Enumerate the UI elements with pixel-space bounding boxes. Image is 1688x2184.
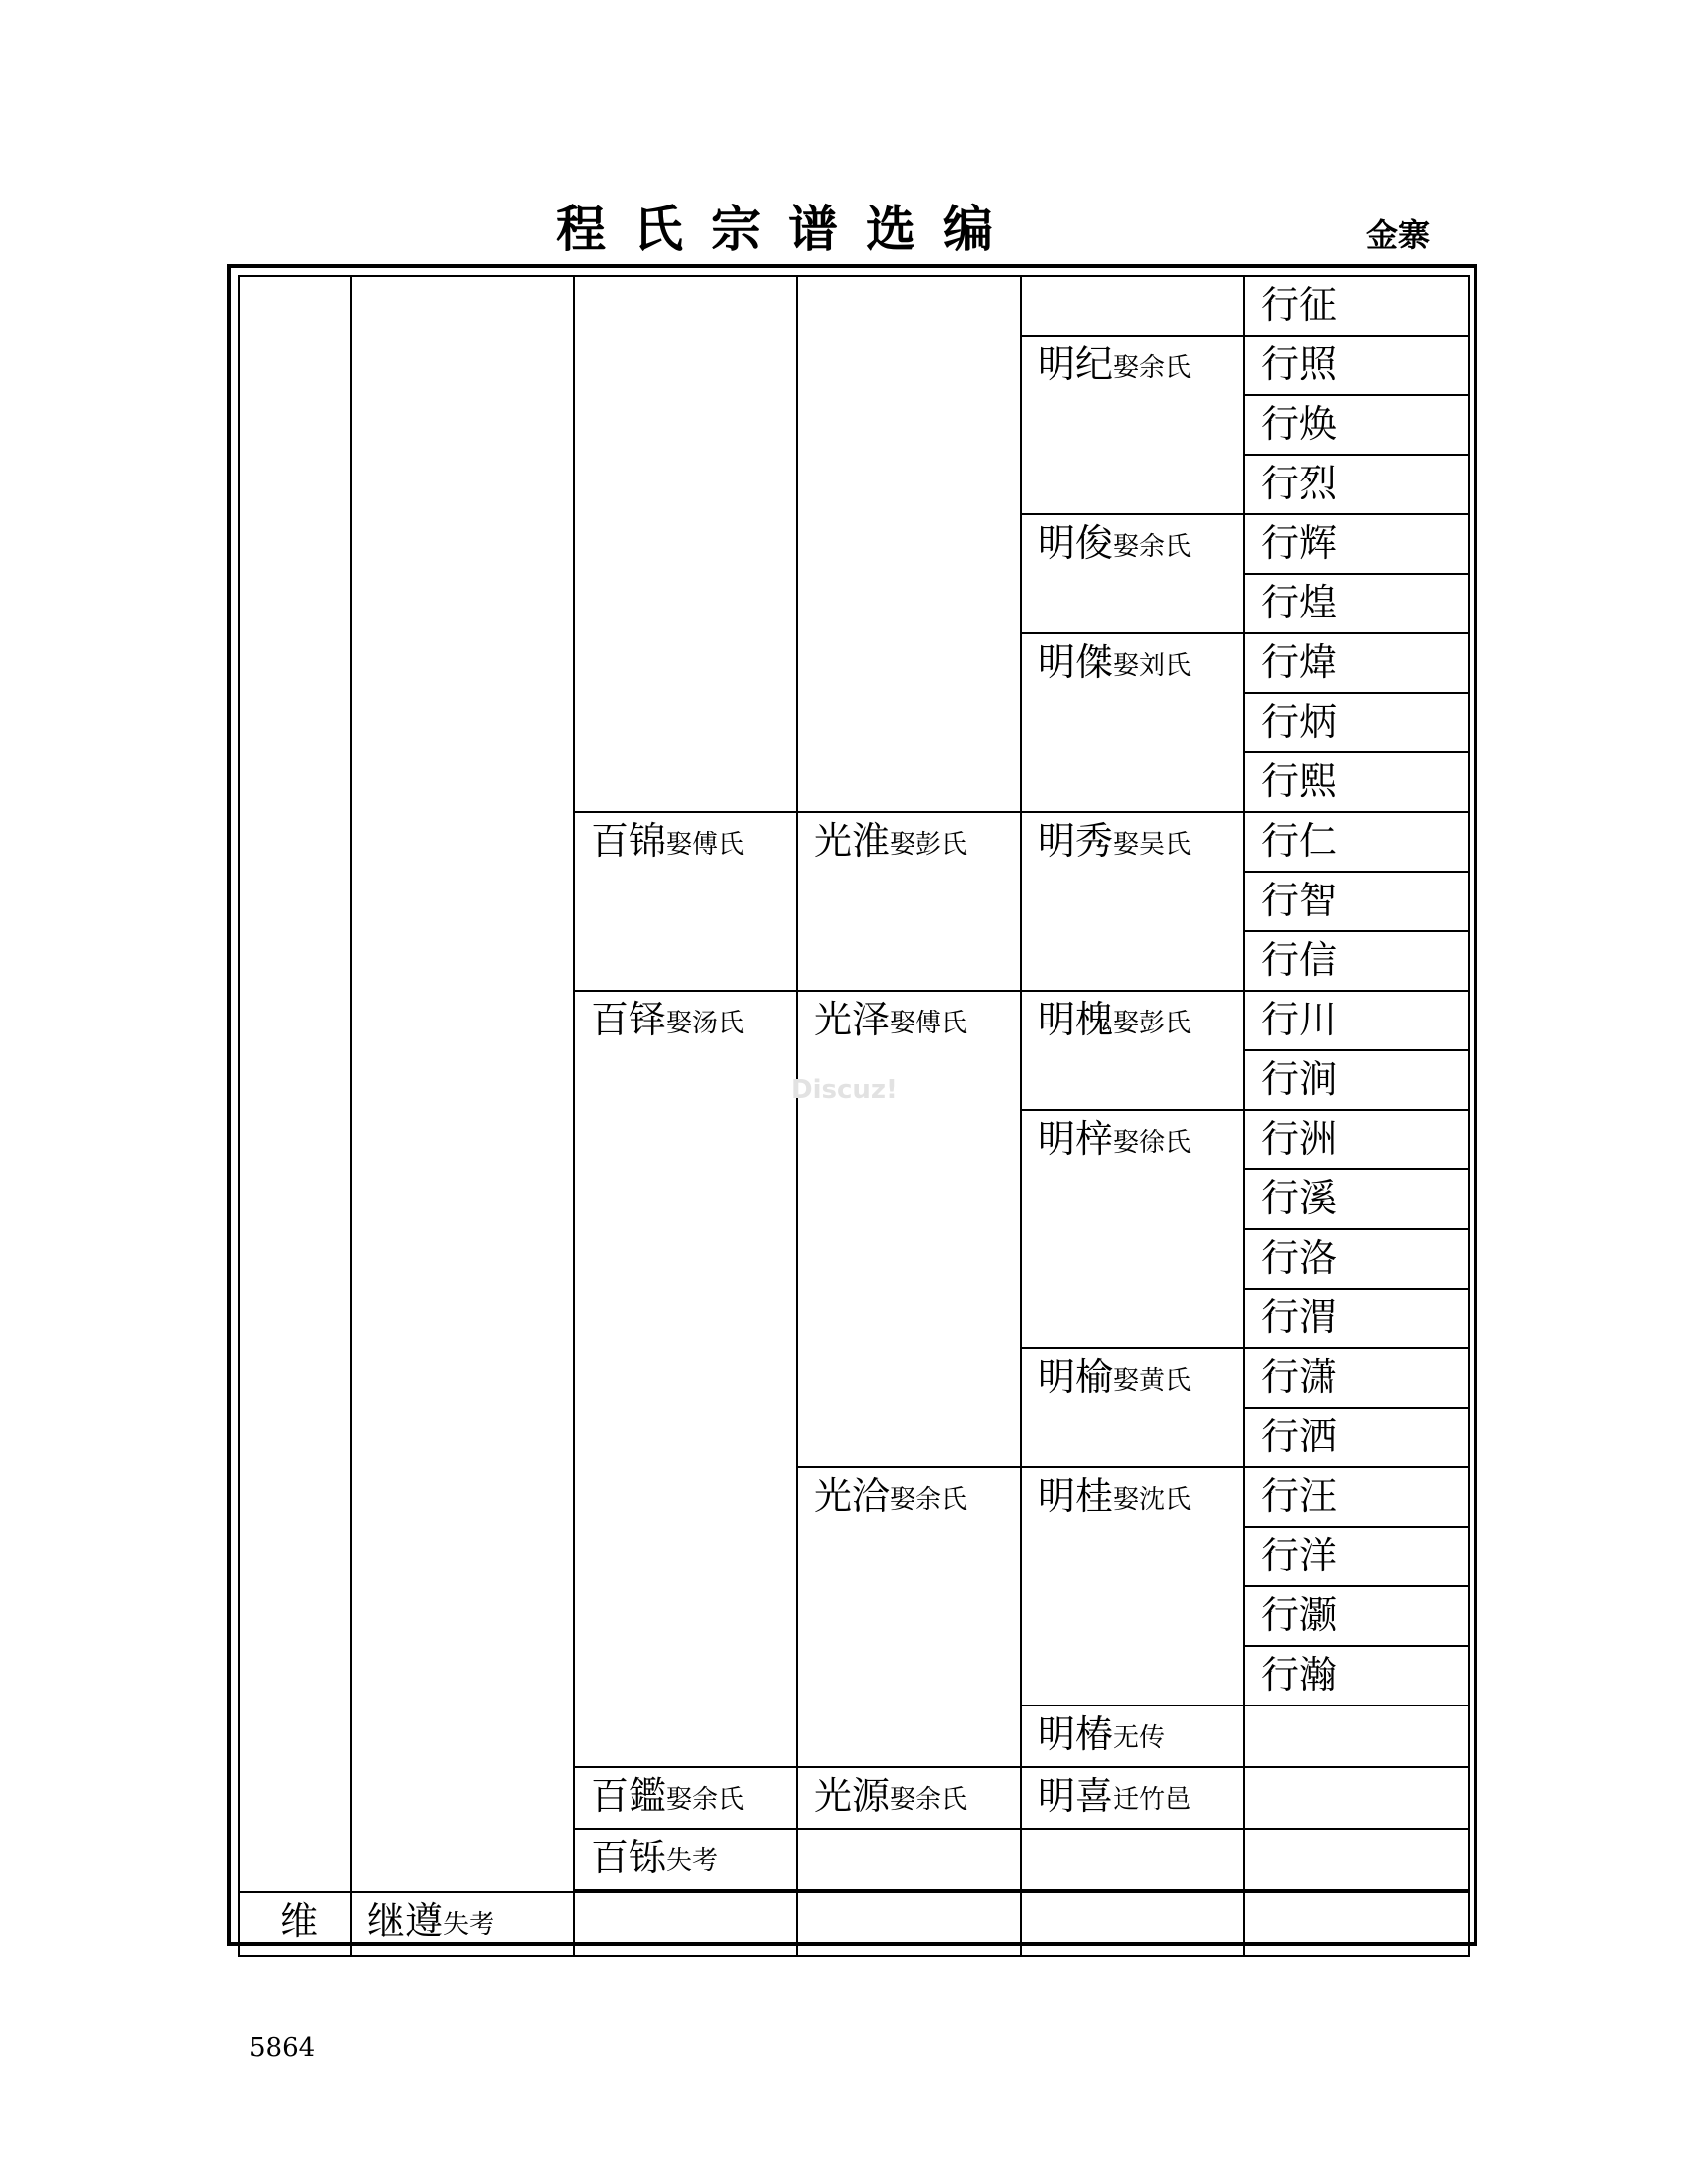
grandson-name: 行灏 <box>1261 1593 1337 1637</box>
grandson-name: 行溪 <box>1261 1176 1337 1220</box>
page-title: 程氏宗谱选编 <box>556 200 1021 258</box>
table-cell <box>1021 1892 1244 1956</box>
person-note: 娶余氏 <box>890 1485 968 1515</box>
person-note: 无传 <box>1113 1723 1166 1753</box>
grandson-name: 行煒 <box>1261 640 1337 684</box>
person-note: 娶徐氏 <box>1113 1128 1192 1158</box>
grandson-name: 行洒 <box>1261 1415 1337 1458</box>
table-cell <box>1244 872 1469 931</box>
grandson-name: 行智 <box>1261 879 1337 922</box>
person-note: 娶傅氏 <box>666 830 745 860</box>
grandson-name: 行瀚 <box>1261 1653 1337 1697</box>
table-cell <box>797 1467 1021 1767</box>
person-name: 明桂 <box>1038 1474 1114 1518</box>
table-cell <box>574 1767 797 1829</box>
table-cell <box>1244 1706 1469 1767</box>
page-number: 5864 <box>249 2033 316 2063</box>
table-cell <box>1021 1767 1244 1829</box>
person-note: 娶刘氏 <box>1113 651 1192 681</box>
table-cell <box>1244 1829 1469 1890</box>
table-cell <box>1244 276 1469 336</box>
table-cell <box>1021 514 1244 633</box>
table-cell <box>574 991 797 1767</box>
table-cell <box>797 812 1021 991</box>
person-name: 明槐 <box>1038 998 1114 1041</box>
table-cell <box>1021 1110 1244 1348</box>
person-name: 百鑑 <box>591 1774 667 1818</box>
table-cell <box>1244 336 1469 395</box>
watermark: Discuz! <box>791 1075 898 1105</box>
table-cell <box>797 991 1021 1467</box>
table-cell <box>1244 1050 1469 1110</box>
person-note: 娶余氏 <box>890 1785 968 1815</box>
table-cell <box>1244 1408 1469 1467</box>
grandson-name: 行潇 <box>1261 1355 1337 1399</box>
table-cell <box>1244 1110 1469 1169</box>
person-name: 明秀 <box>1038 819 1114 863</box>
person-name: 继遵 <box>367 1899 444 1943</box>
table-cell <box>574 1829 797 1890</box>
grandson-name: 行洋 <box>1261 1534 1337 1577</box>
table-cell <box>239 1892 351 1956</box>
person-name: 明梓 <box>1038 1117 1114 1160</box>
table-cell <box>1244 812 1469 872</box>
table-cell <box>1021 1348 1244 1467</box>
table-cell <box>1021 1467 1244 1706</box>
person-note: 娶吴氏 <box>1113 830 1192 860</box>
table-cell <box>1244 633 1469 693</box>
table-cell <box>1244 395 1469 455</box>
person-note: 失考 <box>666 1846 719 1876</box>
region-label: 金寨 <box>1366 216 1431 254</box>
table-cell <box>1244 1229 1469 1289</box>
table-cell <box>1244 1767 1469 1829</box>
person-note: 娶沈氏 <box>1113 1485 1192 1515</box>
person-note: 失考 <box>443 1910 495 1940</box>
table-cell <box>1244 752 1469 812</box>
person-note: 娶彭氏 <box>890 830 968 860</box>
person-name: 明傑 <box>1038 640 1114 684</box>
table-cell <box>797 1829 1021 1890</box>
person-name: 明榆 <box>1038 1355 1114 1399</box>
person-name: 明椿 <box>1038 1712 1114 1756</box>
table-cell <box>1244 991 1469 1050</box>
table-cell <box>351 1892 574 1956</box>
table-cell <box>574 1892 797 1956</box>
table-cell <box>1244 1646 1469 1706</box>
table-cell <box>1244 514 1469 574</box>
table-cell <box>1244 1289 1469 1348</box>
table-cell <box>1021 633 1244 812</box>
grandson-name: 行辉 <box>1261 521 1337 565</box>
person-note: 娶傅氏 <box>890 1009 968 1038</box>
table-cell <box>1244 1586 1469 1646</box>
grandson-name: 行涧 <box>1261 1057 1337 1101</box>
person-note: 娶余氏 <box>1113 532 1192 562</box>
grandson-name: 行仁 <box>1261 819 1337 863</box>
col2-cell <box>351 276 574 1892</box>
table-cell <box>1244 574 1469 633</box>
grandson-name: 行炳 <box>1261 700 1337 744</box>
table-cell <box>797 1767 1021 1829</box>
person-name: 维 <box>280 1899 319 1943</box>
table-cell <box>1244 1527 1469 1586</box>
grandson-name: 行焕 <box>1261 402 1337 446</box>
person-name: 百铄 <box>591 1836 667 1879</box>
grandson-name: 行洛 <box>1261 1236 1337 1280</box>
person-name: 百铎 <box>591 998 667 1041</box>
table-cell <box>1244 1892 1469 1956</box>
person-name: 光源 <box>814 1774 891 1818</box>
grandson-name: 行征 <box>1261 283 1337 327</box>
person-note: 迁竹邑 <box>1113 1785 1192 1815</box>
table-cell <box>797 1892 1021 1956</box>
table-cell <box>1021 336 1244 514</box>
table-cell <box>1021 991 1244 1110</box>
table-cell <box>1244 693 1469 752</box>
grandson-name: 行烈 <box>1261 462 1337 505</box>
person-name: 明喜 <box>1038 1774 1114 1818</box>
person-name: 明纪 <box>1038 342 1114 386</box>
table-cell <box>1244 931 1469 991</box>
person-name: 百锦 <box>591 819 667 863</box>
person-name: 光泽 <box>814 998 891 1041</box>
col3-cell <box>574 276 797 812</box>
table-cell <box>1244 1467 1469 1527</box>
table-cell <box>1244 1348 1469 1408</box>
table-cell <box>1021 1829 1244 1890</box>
grandson-name: 行川 <box>1261 998 1337 1041</box>
grandson-name: 行汪 <box>1261 1474 1337 1518</box>
person-name: 光淮 <box>814 819 891 863</box>
person-note: 娶余氏 <box>1113 353 1192 383</box>
col4-cell <box>797 276 1021 812</box>
grandson-name: 行信 <box>1261 938 1337 982</box>
person-note: 娶汤氏 <box>666 1009 745 1038</box>
genealogy-table <box>238 275 1470 1957</box>
table-cell <box>1244 455 1469 514</box>
col5-cell <box>1021 276 1244 336</box>
person-note: 娶黄氏 <box>1113 1366 1192 1396</box>
col1-cell <box>239 276 351 1892</box>
grandson-name: 行熙 <box>1261 759 1337 803</box>
grandson-name: 行煌 <box>1261 581 1337 624</box>
grandson-name: 行渭 <box>1261 1296 1337 1339</box>
table-cell <box>1021 1706 1244 1767</box>
table-cell <box>1244 1169 1469 1229</box>
grandson-name: 行洲 <box>1261 1117 1337 1160</box>
table-cell <box>574 812 797 991</box>
person-name: 光洽 <box>814 1474 891 1518</box>
table-cell <box>1021 812 1244 991</box>
person-note: 娶彭氏 <box>1113 1009 1192 1038</box>
person-note: 娶余氏 <box>666 1785 745 1815</box>
grandson-name: 行照 <box>1261 342 1337 386</box>
person-name: 明俊 <box>1038 521 1114 565</box>
